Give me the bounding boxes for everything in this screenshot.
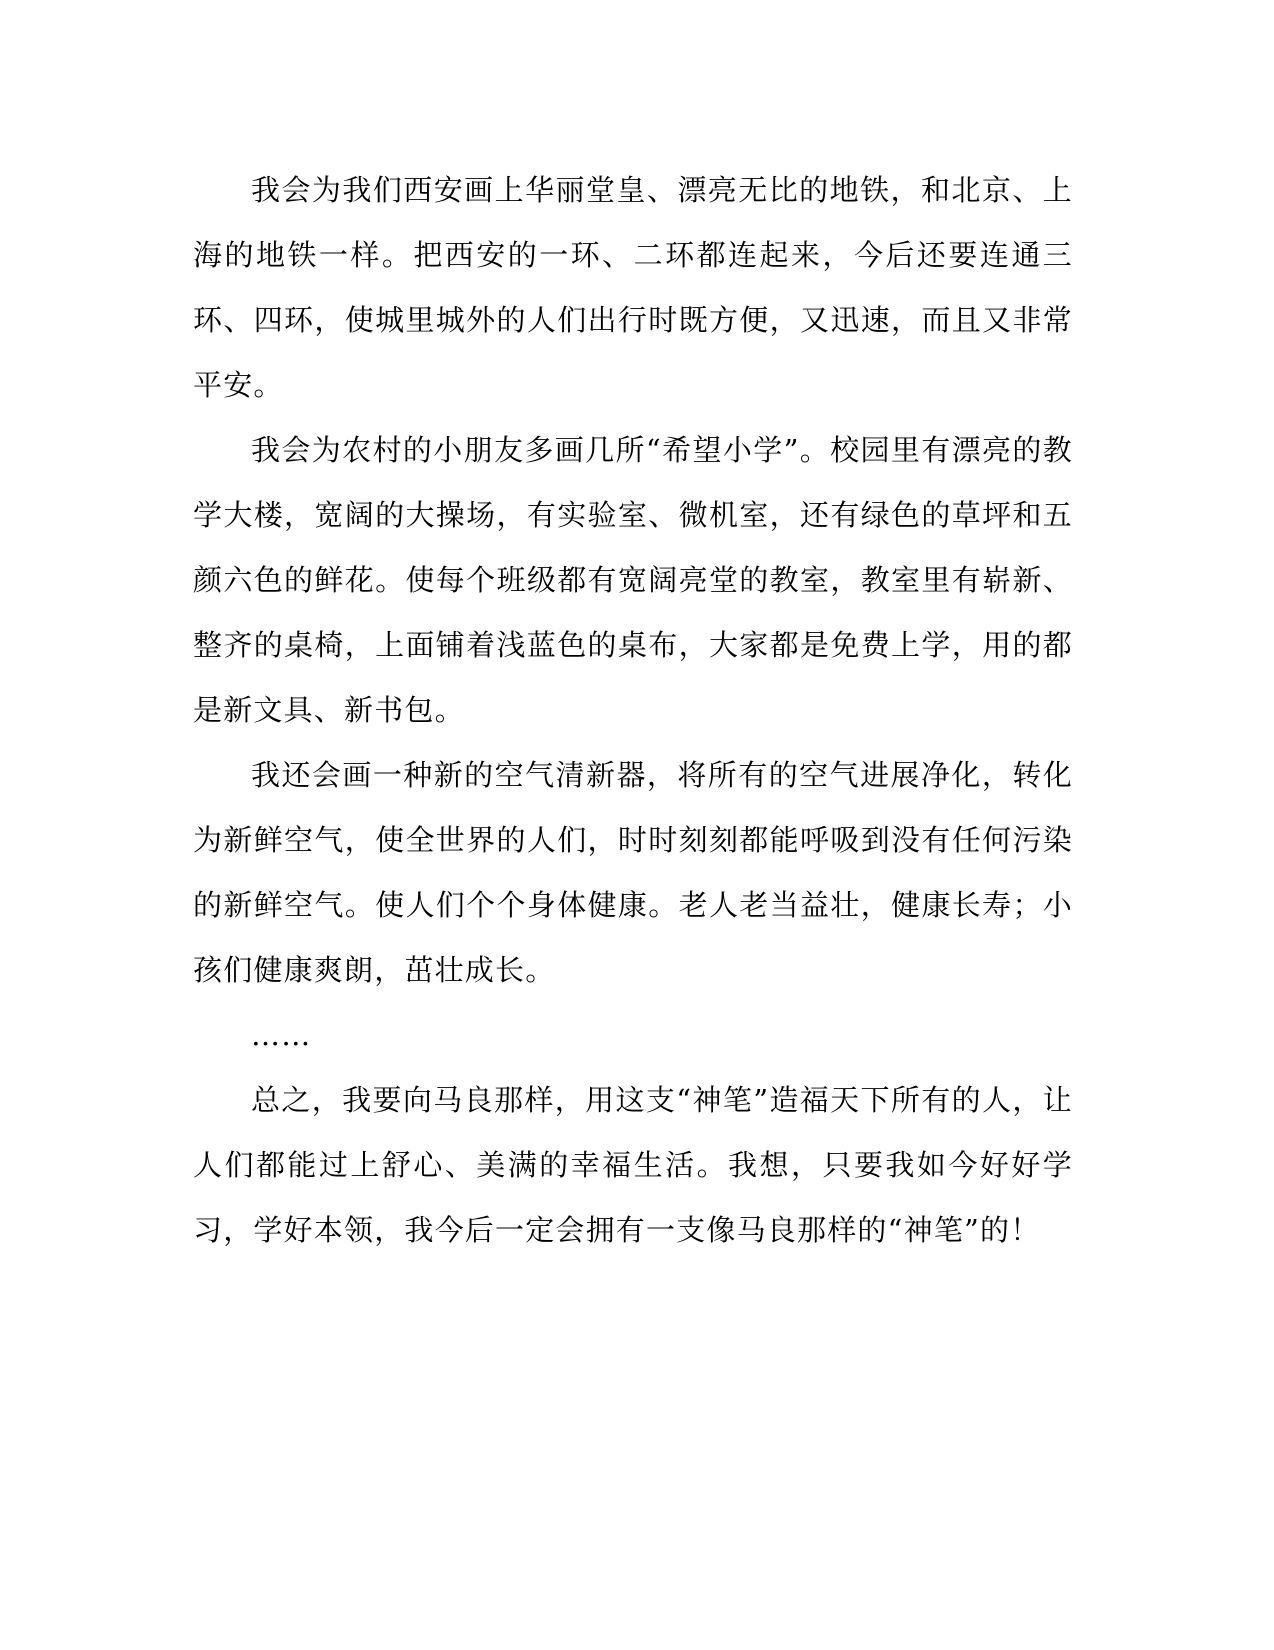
- paragraph-air-purifier: 我还会画一种新的空气清新器，将所有的空气进展净化，转化为新鲜空气，使全世界的人们，时时刻刻都能呼吸到没有任何污染的新鲜空气。使人们个个身体健康。老人老当益壮，健康长寿；小孩们健康爽朗，茁壮成长。: [193, 758, 1073, 987]
- document-body: [193, 158, 1073, 1263]
- paragraph-ellipsis: ……: [251, 1018, 312, 1052]
- paragraph-subway: 我会为我们西安画上华丽堂皇、漂亮无比的地铁，和北京、上海的地铁一样。把西安的一环、二环都连起来，今后还要连通三环、四环，使城里城外的人们出行时既方便，又迅速，而且又非常平安。: [193, 173, 1073, 402]
- paragraph-conclusion: 总之，我要向马良那样，用这支“神笔”造福天下所有的人，让人们都能过上舒心、美满的幸福生活。我想，只要我如今好好学习，学好本领，我今后一定会拥有一支像马良那样的“神笔”的！: [193, 1083, 1073, 1247]
- paragraph-hope-school: 我会为农村的小朋友多画几所“希望小学”。校园里有漂亮的教学大楼，宽阔的大操场，有实验室、微机室，还有绿色的草坪和五颜六色的鲜花。使每个班级都有宽阔亮堂的教室，教室里有崭新、整齐的桌椅，上面铺着浅蓝色的桌布，大家都是免费上学，用的都是新文具、新书包。: [193, 433, 1073, 727]
